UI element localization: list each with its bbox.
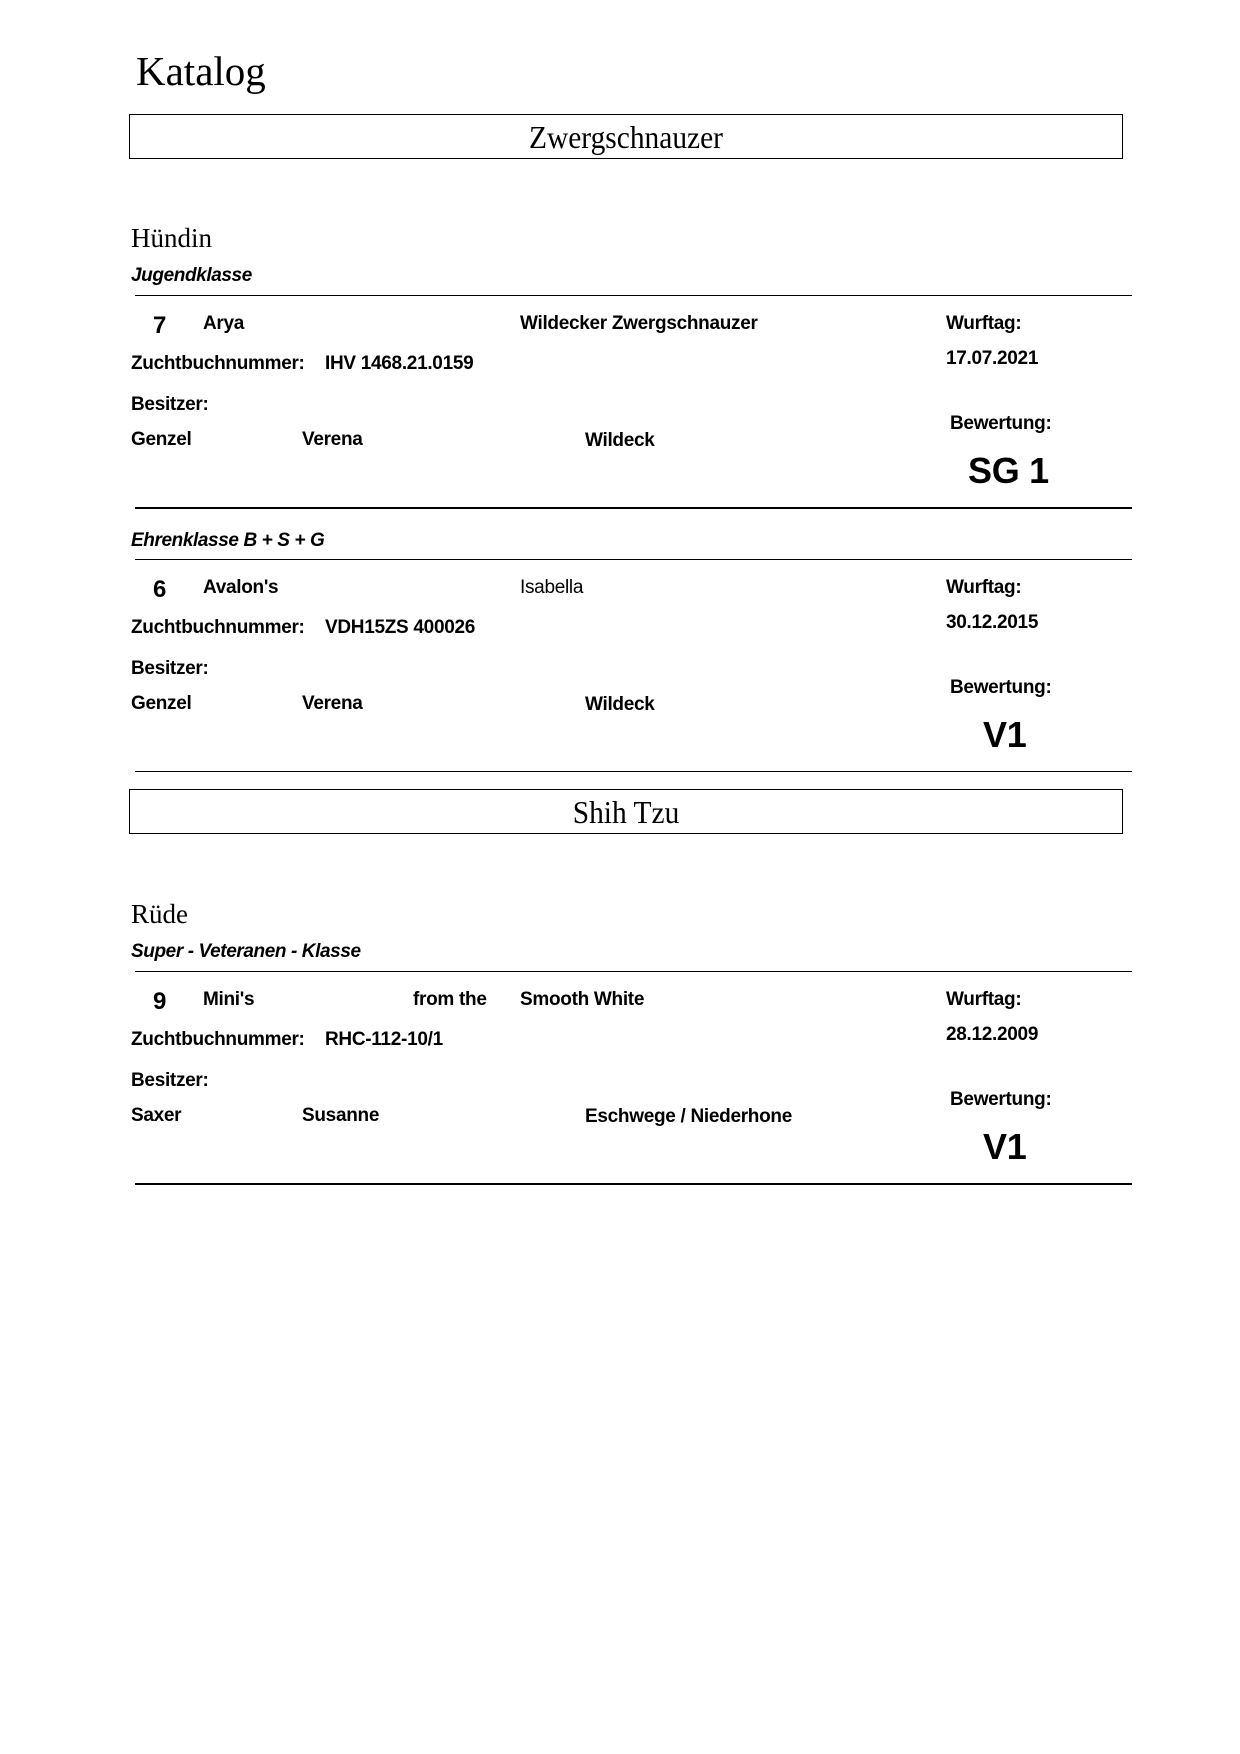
class-heading: Super - Veteranen - Klasse: [131, 941, 361, 962]
entry-divider: [135, 771, 1132, 772]
owner-last-name: Saxer: [131, 1105, 182, 1126]
owner-last-name: Genzel: [131, 429, 192, 450]
wurftag-label: Wurftag:: [946, 313, 1022, 334]
dog-name-part1: Mini's: [203, 989, 255, 1010]
breed-name: Zwergschnauzer: [528, 119, 723, 155]
dog-name-part3: Smooth White: [520, 989, 645, 1010]
dog-name-part1: Arya: [203, 313, 245, 334]
zuchtbuch-label: Zuchtbuchnummer:: [131, 617, 305, 638]
besitzer-label: Besitzer:: [131, 1070, 209, 1091]
catalog-entry: [0, 972, 1240, 1192]
owner-city: Wildeck: [585, 694, 655, 715]
entry-number: 7: [153, 312, 167, 339]
dog-name-part3: Wildecker Zwergschnauzer: [520, 313, 758, 334]
owner-last-name: Genzel: [131, 693, 192, 714]
besitzer-label: Besitzer:: [131, 658, 209, 679]
owner-first-name: Susanne: [302, 1105, 380, 1126]
bewertung-value: V1: [983, 1126, 1027, 1167]
owner-city: Eschwege / Niederhone: [585, 1106, 792, 1127]
wurftag-value: 30.12.2015: [946, 612, 1039, 633]
zuchtbuch-label: Zuchtbuchnummer:: [131, 353, 305, 374]
breed-name: Shih Tzu: [572, 794, 680, 830]
zuchtbuch-label: Zuchtbuchnummer:: [131, 1029, 305, 1050]
sex-heading: Hündin: [131, 223, 212, 253]
besitzer-label: Besitzer:: [131, 394, 209, 415]
breed-header-box: [129, 114, 1123, 159]
wurftag-label: Wurftag:: [946, 577, 1022, 598]
zuchtbuch-value: RHC-112-10/1: [325, 1029, 443, 1050]
bewertung-label: Bewertung:: [950, 677, 1052, 698]
owner-first-name: Verena: [302, 429, 363, 450]
class-heading: Jugendklasse: [131, 265, 252, 286]
zuchtbuch-value: IHV 1468.21.0159: [325, 353, 474, 374]
wurftag-value: 17.07.2021: [946, 348, 1039, 369]
entry-number: 6: [153, 576, 167, 603]
dog-name-part2: from the: [413, 989, 487, 1010]
owner-city: Wildeck: [585, 430, 655, 451]
bewertung-value: SG 1: [968, 450, 1049, 491]
catalog-entry: [0, 560, 1240, 780]
dog-name-part1: Avalon's: [203, 577, 279, 598]
bewertung-label: Bewertung:: [950, 413, 1052, 434]
owner-first-name: Verena: [302, 693, 363, 714]
dog-name-part3: Isabella: [520, 577, 584, 598]
breed-header-box: [129, 789, 1123, 834]
entry-divider: [135, 507, 1132, 509]
document-title: Katalog: [136, 48, 266, 94]
sex-heading: Rüde: [131, 899, 188, 929]
bewertung-value: V1: [983, 714, 1027, 755]
zuchtbuch-value: VDH15ZS 400026: [325, 617, 476, 638]
entry-number: 9: [153, 988, 167, 1015]
class-heading: Ehrenklasse B + S + G: [131, 530, 325, 551]
wurftag-value: 28.12.2009: [946, 1024, 1039, 1045]
catalog-entry: [0, 296, 1240, 516]
bewertung-label: Bewertung:: [950, 1089, 1052, 1110]
entry-divider: [135, 1183, 1132, 1185]
wurftag-label: Wurftag:: [946, 989, 1022, 1010]
